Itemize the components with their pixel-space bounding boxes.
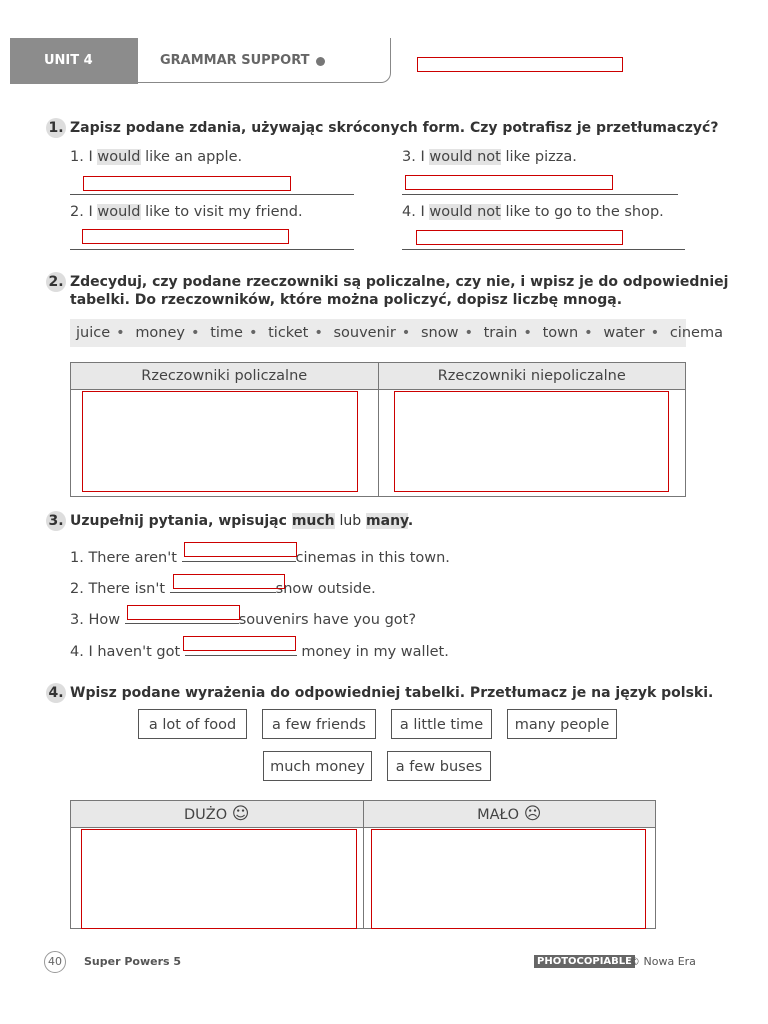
word: time: [210, 325, 243, 341]
grammar-support-tab: [128, 38, 391, 83]
uncountable-answer-area[interactable]: [394, 391, 669, 492]
book-title: Super Powers 5: [84, 955, 182, 968]
ex3-answer-4[interactable]: [183, 636, 296, 651]
photocopiable-badge: PHOTOCOPIABLE: [534, 955, 635, 968]
exercise-4-number: 4.: [46, 683, 66, 703]
ex3-item-4: 4. I haven't got money in my wallet.: [70, 641, 449, 660]
ex1-answer-3[interactable]: [405, 175, 613, 190]
exercise-2-instruction-line-2: tabelki. Do rzeczowników, które można policzyć, dopisz liczbę mnogą.: [70, 292, 623, 308]
ex3-item-3: 3. How souvenirs have you got?: [70, 609, 416, 628]
ex1-answer-1[interactable]: [83, 176, 291, 191]
sad-face-icon: ☹: [523, 804, 542, 824]
phrase-chip: a little time: [391, 709, 492, 739]
ex3-item-2: 2. There isn't snow outside.: [70, 578, 376, 597]
word: souvenir: [333, 325, 396, 341]
unit-tab: [10, 38, 138, 84]
unit-label: UNIT 4: [44, 53, 93, 68]
copyright: © Nowa Era: [629, 955, 696, 968]
much-highlight: much: [291, 513, 335, 529]
exercise-4-instruction: Wpisz podane wyrażenia do odpowiedniej tabelki. Przetłumacz je na język polski.: [70, 685, 714, 701]
answer-line: [402, 249, 685, 250]
ex1-item-2: 2. I would like to visit my friend.: [70, 204, 303, 220]
word: train: [483, 325, 518, 341]
ex1-item-4: 4. I would not like to go to the shop.: [402, 204, 664, 220]
word-bank: juice • money • time • ticket • souvenir • snow • train • town • water • cinema: [70, 319, 686, 347]
ex1-answer-2[interactable]: [82, 229, 289, 244]
answer-line: [70, 194, 354, 195]
exercise-3-instruction: Uzupełnij pytania, wpisując much lub many.: [70, 513, 414, 529]
phrase-chip: much money: [263, 751, 372, 781]
many-highlight: many: [366, 513, 408, 529]
exercise-1-instruction: Zapisz podane zdania, używając skróconych form. Czy potrafisz je przetłumaczyć?: [70, 120, 719, 136]
countable-answer-area[interactable]: [82, 391, 358, 492]
duzo-answer-area[interactable]: [81, 829, 357, 929]
exercise-2-number: 2.: [46, 272, 66, 292]
word: snow: [420, 325, 459, 341]
answer-line: [70, 249, 354, 250]
bullet-dot-icon: [316, 57, 325, 66]
duzo-header: DUŻO ☺: [71, 801, 364, 828]
name-field[interactable]: [417, 57, 623, 72]
phrase-chip: many people: [507, 709, 617, 739]
page-number: 40: [44, 951, 66, 973]
countable-header: Rzeczowniki policzalne: [71, 363, 379, 390]
word: ticket: [268, 325, 309, 341]
ex3-item-1: 1. There aren't cinemas in this town.: [70, 547, 450, 566]
word: water: [603, 325, 645, 341]
section-title: GRAMMAR SUPPORT: [160, 53, 310, 68]
word: town: [542, 325, 579, 341]
ex3-answer-1[interactable]: [184, 542, 297, 557]
ex1-item-1: 1. I would like an apple.: [70, 149, 243, 165]
malo-header: MAŁO ☹: [363, 801, 656, 828]
ex1-answer-4[interactable]: [416, 230, 623, 245]
uncountable-header: Rzeczowniki niepoliczalne: [378, 363, 686, 390]
happy-face-icon: ☺: [231, 804, 250, 824]
phrase-chip: a lot of food: [138, 709, 247, 739]
exercise-3-number: 3.: [46, 511, 66, 531]
word: juice: [76, 325, 111, 341]
ex3-answer-3[interactable]: [127, 605, 240, 620]
answer-line: [402, 194, 678, 195]
phrase-chip: a few buses: [387, 751, 491, 781]
exercise-2-instruction-line-1: Zdecyduj, czy podane rzeczowniki są policzalne, czy nie, i wpisz je do odpowiedniej: [70, 274, 729, 290]
ex1-item-3: 3. I would not like pizza.: [402, 149, 577, 165]
ex3-answer-2[interactable]: [173, 574, 285, 589]
malo-answer-area[interactable]: [371, 829, 646, 929]
word: cinema: [669, 325, 723, 341]
word: money: [135, 325, 186, 341]
phrase-chip: a few friends: [262, 709, 376, 739]
exercise-1-number: 1.: [46, 118, 66, 138]
